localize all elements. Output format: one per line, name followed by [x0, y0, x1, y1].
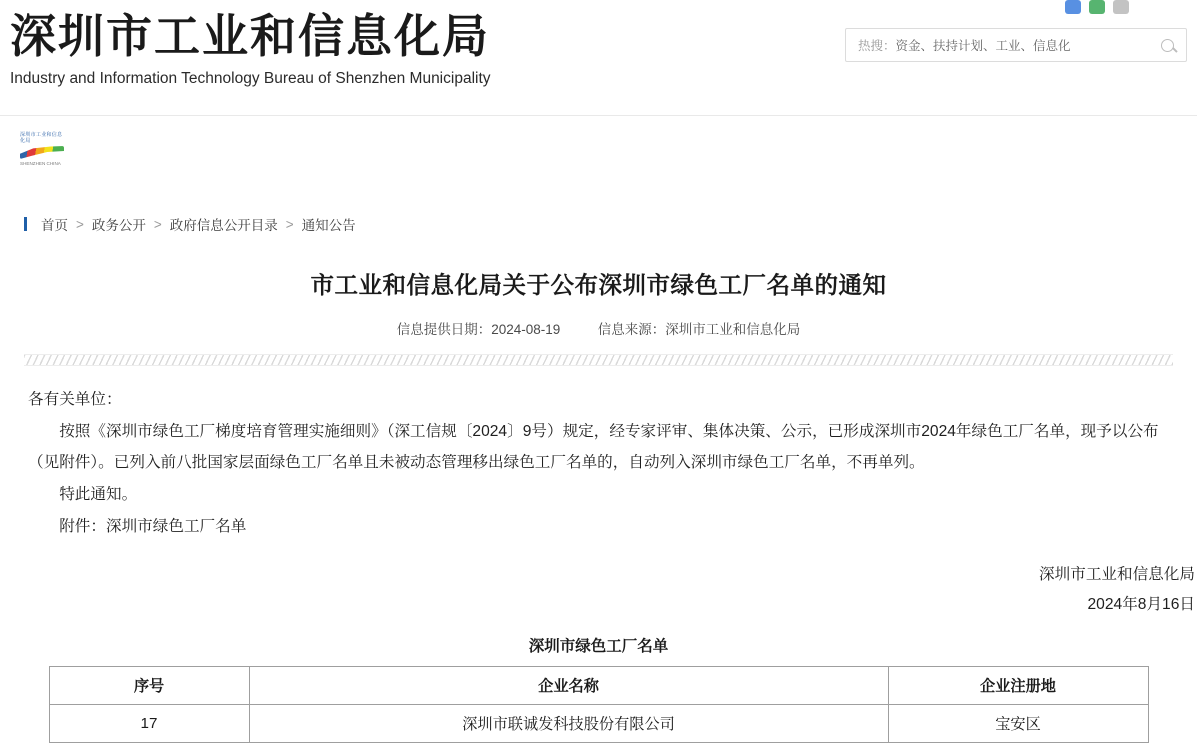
breadcrumb-separator: >: [76, 216, 84, 232]
table-cell-company: 深圳市联诚发科技股份有限公司: [249, 705, 888, 743]
green-factory-table: [49, 666, 1149, 743]
body-paragraph-closing: 特此通知。: [59, 486, 138, 503]
app-icon-green[interactable]: [1089, 0, 1105, 14]
breadcrumb-item-disclosure-catalog[interactable]: 政府信息公开目录: [169, 218, 278, 233]
table-header-registration: 企业注册地: [888, 667, 1148, 705]
source-label: 信息来源：: [597, 322, 666, 337]
magnifier-glyph: [1161, 39, 1174, 52]
header-icon-group: [1065, 0, 1129, 14]
publish-date-label: 信息提供日期：: [396, 322, 492, 337]
body-paragraph-salutation: 各有关单位：: [28, 391, 122, 408]
page-content: [0, 206, 1197, 743]
breadcrumb-separator: >: [285, 216, 294, 232]
signature-date: 2024年8月16日: [1087, 596, 1195, 613]
source-value: 深圳市工业和信息化局: [665, 322, 801, 337]
site-header: [0, 0, 1197, 116]
search-bar[interactable]: [845, 28, 1187, 62]
table-caption: 深圳市绿色工厂名单: [528, 638, 669, 655]
breadcrumb-marker-icon: [24, 217, 27, 231]
breadcrumb-item-government-affairs[interactable]: 政务公开: [91, 218, 146, 233]
document-body: [28, 384, 1169, 542]
breadcrumb-item-home[interactable]: 首页: [41, 218, 68, 233]
table-cell-registration: 宝安区: [888, 705, 1148, 743]
body-paragraph-main: 按照《深圳市绿色工厂梯度培育管理实施细则》（深工信规〔2024〕9号）规定，经专家评审、集体决策、公示，已形成深圳市2024年绿色工厂名单，现予以公布（见附件）。已列入前八批国家层面绿色工厂名单且未被动态管理移出绿色工厂名单的，自动列入深圳市绿色工厂名单，不再单列。: [28, 423, 1159, 471]
decorative-divider: [24, 354, 1173, 366]
publish-date-value: 2024-08-19: [491, 322, 561, 337]
table-cell-index: 17: [49, 705, 249, 743]
table-header-index: 序号: [49, 667, 249, 705]
document-meta: [0, 318, 1197, 338]
secondary-logo-strip: [0, 116, 1197, 206]
brand-title-en: Industry and Information Technology Bureau of Shenzhen Municipality: [10, 70, 491, 87]
search-hot-keywords[interactable]: 资金、扶持计划、工业、信息化: [895, 39, 1071, 53]
breadcrumb: [24, 206, 1173, 244]
breadcrumb-item-notices[interactable]: 通知公告: [301, 218, 356, 233]
search-icon[interactable]: [1156, 34, 1178, 56]
app-icon-blue[interactable]: [1065, 0, 1081, 14]
signature-organization: 深圳市工业和信息化局: [1039, 566, 1195, 583]
mini-logo-swoosh-icon: [20, 146, 64, 159]
brand-title-cn: 深圳市工业和信息化局: [10, 11, 490, 62]
body-paragraph-attachment: 附件：深圳市绿色工厂名单: [59, 518, 247, 535]
table-header-company: 企业名称: [249, 667, 888, 705]
site-brand[interactable]: [10, 8, 491, 90]
mini-logo-label-cn: 深圳市工业和信息化局: [20, 132, 63, 144]
mini-logo[interactable]: [20, 132, 66, 170]
table-row: [49, 705, 1148, 743]
breadcrumb-separator: >: [153, 216, 162, 232]
document-signature: [0, 560, 1197, 620]
app-icon-grey[interactable]: [1113, 0, 1129, 14]
table-header-row: [49, 667, 1148, 705]
page-title: 市工业和信息化局关于公布深圳市绿色工厂名单的通知: [310, 272, 887, 298]
search-hot-label: 热搜：: [858, 39, 896, 53]
mini-logo-label-en: SHENZHEN CHINA: [20, 161, 61, 166]
